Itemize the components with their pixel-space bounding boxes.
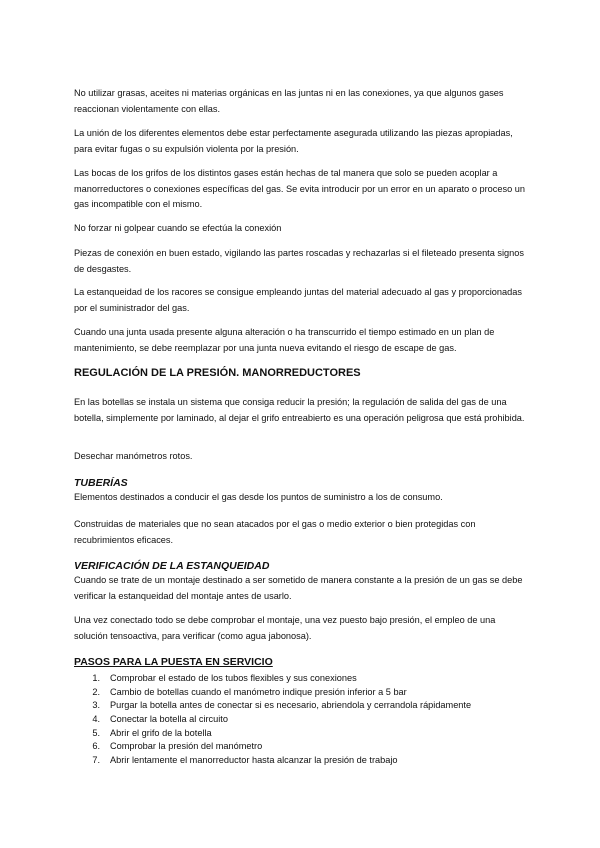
paragraph-tuberias-elementos: Elementos destinados a conducir el gas desde los puntos de suministro a los de consumo. xyxy=(74,492,443,502)
step-number: 7. xyxy=(92,755,100,766)
step-text: Abrir lentamente el manorreductor hasta alcanzar la presión de trabajo xyxy=(110,755,398,766)
step-number: 1. xyxy=(92,673,100,683)
paragraph-junta-usada: Cuando una junta usada presente alguna alteración o ha transcurrido el tiempo estimado en un plan de mantenimiento, se debe reemplazar por una junta nueva evitando el riesgo de escape de gas. xyxy=(74,327,495,353)
heading-tuberias: TUBERÍAS xyxy=(74,477,128,489)
step-number: 3. xyxy=(92,700,100,711)
step-item xyxy=(74,754,526,768)
step-number: 6. xyxy=(92,741,100,752)
paragraph-union-elementos: La unión de los diferentes elementos debe estar perfectamente asegurada utilizando las piezas apropiadas, para evitar fugas o su expulsión violenta por la presión. xyxy=(74,128,513,154)
heading-regulacion-presion: REGULACIÓN DE LA PRESIÓN. MANORREDUCTORES xyxy=(74,367,361,379)
step-item xyxy=(74,699,526,713)
paragraph-bocas-grifos: Las bocas de los grifos de los distintos gases están hechas de tal manera que solo se pueden acoplar a manorreductores o conexiones específicas del gas. Se evita introducir por un error en un aparato o proceso un gas incompatible con el mismo. xyxy=(74,168,525,209)
paragraph-verificacion-montaje: Cuando se trate de un montaje destinado a ser sometido de manera constante a la presión de un gas se debe verificar la estanqueidad del montaje antes de usarlo. xyxy=(74,575,523,601)
step-text: Cambio de botellas cuando el manómetro indique presión inferior a 5 bar xyxy=(110,686,407,697)
step-item xyxy=(74,740,526,754)
step-item xyxy=(74,727,526,741)
paragraph-tuberias-construidas: Construidas de materiales que no sean atacados por el gas o medio exterior o bien protegidas con recubrimientos eficaces. xyxy=(74,519,476,545)
paragraph-no-forzar: No forzar ni golpear cuando se efectúa la conexión xyxy=(74,223,282,233)
paragraph-piezas-conexion: Piezas de conexión en buen estado, vigilando las partes roscadas y rechazarlas si el fileteado presenta signos de desgastes. xyxy=(74,248,524,274)
step-text: Comprobar la presión del manómetro xyxy=(110,741,263,752)
step-item xyxy=(74,713,526,727)
heading-verificacion-estanqueidad: VERIFICACIÓN DE LA ESTANQUEIDAD xyxy=(74,560,270,572)
paragraph-no-grasas: No utilizar grasas, aceites ni materias orgánicas en las juntas ni en las conexiones, ya que algunos gases reaccionan violentamente con ellas. xyxy=(74,88,504,114)
heading-pasos-puesta-servicio: PASOS PARA LA PUESTA EN SERVICIO xyxy=(74,656,273,668)
step-number: 5. xyxy=(92,727,100,738)
paragraph-solucion-tensoactiva: Una vez conectado todo se debe comprobar el montaje, una vez puesto bajo presión, el empleo de una solución tensoactiva, para verificar (como agua jabonosa). xyxy=(74,615,496,641)
step-text: Purgar la botella antes de conectar si es necesario, abriendola y cerrandola rápidamente xyxy=(110,700,472,711)
paragraph-desechar-manometros: Desechar manómetros rotos. xyxy=(74,451,193,461)
paragraph-estanqueidad-racores: La estanqueidad de los racores se consigue empleando juntas del material adecuado al gas y proporcionadas por el suministrador del gas. xyxy=(74,287,522,313)
step-item xyxy=(74,672,526,686)
step-number: 2. xyxy=(92,686,100,697)
step-text: Conectar la botella al circuito xyxy=(110,714,228,725)
step-text: Abrir el grifo de la botella xyxy=(110,727,212,738)
steps-list xyxy=(74,672,526,768)
step-number: 4. xyxy=(92,714,100,725)
step-item xyxy=(74,686,526,700)
step-text: Comprobar el estado de los tubos flexibles y sus conexiones xyxy=(110,673,357,683)
paragraph-regulacion-botellas: En las botellas se instala un sistema que consiga reducir la presión; la regulación de salida del gas de una botella, simplemente por laminado, al dejar el grifo entreabierto es una operación peligrosa que está prohibida. xyxy=(74,397,525,423)
